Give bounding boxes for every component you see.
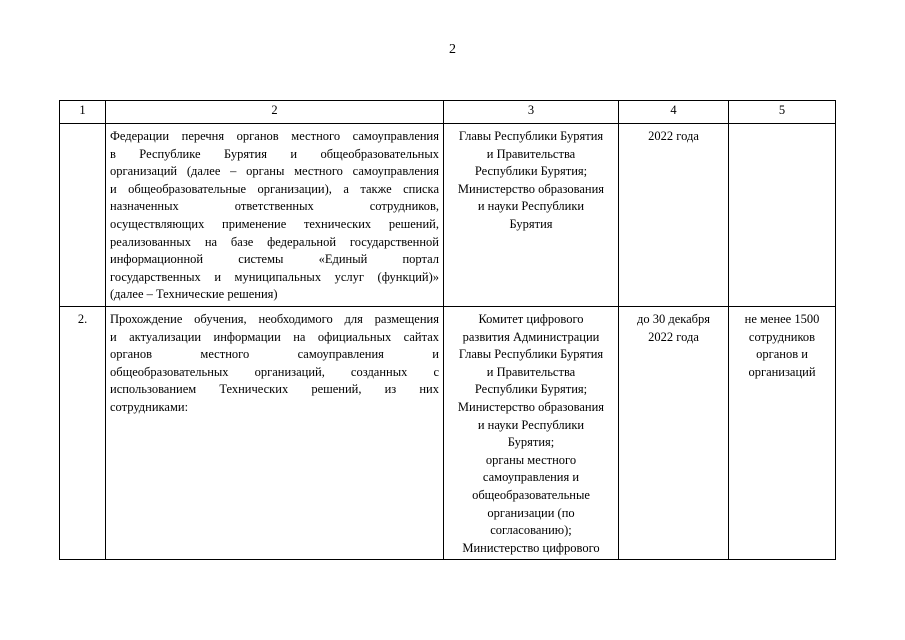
cell-line: Министерство образования — [457, 399, 605, 414]
row-deadline — [619, 124, 729, 307]
cell-line: Федерации перечня органов местного самоуправления — [110, 129, 439, 143]
cell-line: 2022 года — [648, 329, 699, 344]
cell-line: в Республике Бурятия и общеобразовательных — [110, 146, 439, 161]
cell-line: информационной системы «Единый портал — [110, 252, 439, 267]
cell-line: и Правительства — [486, 364, 576, 379]
table-header — [60, 101, 836, 124]
header-col-3: 3 — [444, 101, 619, 124]
cell-line: реализованных на базе федеральной государственной — [110, 234, 439, 249]
cell-line: организаций (далее – органы местного самоуправления — [110, 164, 439, 179]
row-description — [106, 124, 444, 307]
header-col-4: 4 — [619, 101, 729, 124]
cell-line: и актуализации информации на официальных сайтах — [110, 329, 439, 344]
cell-line: организации (по — [487, 505, 575, 520]
header-col-5: 5 — [729, 101, 836, 124]
page-number: 2 — [449, 42, 456, 57]
cell-line: сотрудников — [748, 329, 816, 344]
cell-line: Министерство образования — [457, 181, 605, 196]
cell-line: Бурятия — [509, 216, 553, 231]
cell-line: согласованию); — [490, 523, 572, 538]
cell-line: Главы Республики Бурятия — [458, 347, 604, 362]
cell-line: общеобразовательных организаций, созданных с — [110, 364, 439, 379]
cell-line: развития Администрации — [462, 329, 600, 344]
table-row — [60, 124, 836, 307]
cell-line: Республики Бурятия; — [474, 382, 588, 397]
cell-line: самоуправления и — [482, 470, 580, 485]
cell-line: назначенных ответственных сотрудников, — [110, 199, 439, 214]
cell-line: государственных и муниципальных услуг (функций)» — [110, 269, 439, 284]
cell-line: организаций — [748, 364, 816, 379]
cell-line: органы местного — [485, 452, 577, 467]
row-deadline — [619, 307, 729, 560]
cell-line: до 30 декабря — [636, 312, 711, 326]
row-description — [106, 307, 444, 560]
cell-line: использованием Технических решений, из них — [110, 382, 439, 397]
table-row — [60, 307, 836, 560]
cell-line: органов и — [756, 347, 808, 362]
header-col-2: 2 — [106, 101, 444, 124]
cell-line: 2022 года — [648, 129, 699, 143]
cell-line: и Правительства — [486, 146, 576, 161]
row-indicator — [729, 307, 836, 560]
header-row — [60, 101, 836, 124]
cell-line: и науки Республики — [477, 199, 585, 214]
cell-line: (далее – Технические решения) — [110, 287, 278, 302]
cell-line: Комитет цифрового — [478, 312, 584, 326]
cell-line: не менее 1500 — [744, 312, 820, 326]
cell-line: Прохождение обучения, необходимого для размещения — [110, 312, 439, 326]
row-number — [60, 124, 106, 307]
row-responsible — [444, 307, 619, 560]
cell-line: осуществляющих применение технических решений, — [110, 216, 439, 231]
row-indicator — [729, 124, 836, 307]
plan-table — [59, 100, 836, 560]
table-body — [60, 124, 836, 560]
cell-line: Министерство цифрового — [462, 540, 600, 555]
cell-line: Главы Республики Бурятия — [458, 129, 604, 143]
cell-line: Бурятия; — [507, 435, 555, 450]
cell-line: сотрудниками: — [110, 399, 189, 414]
cell-line: общеобразовательные — [472, 487, 590, 502]
header-col-1: 1 — [60, 101, 106, 124]
row-number: 2. — [60, 307, 106, 560]
cell-line: и общеобразовательные организации), а также списка — [110, 181, 439, 196]
cell-line: Республики Бурятия; — [474, 164, 588, 179]
cell-line: органов местного самоуправления и — [110, 347, 439, 362]
row-responsible — [444, 124, 619, 307]
cell-line: и науки Республики — [477, 417, 585, 432]
